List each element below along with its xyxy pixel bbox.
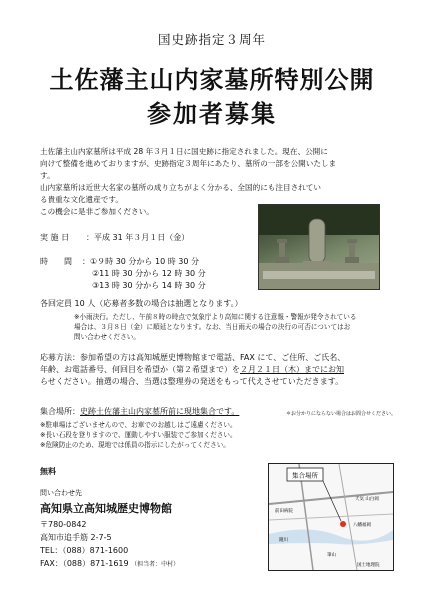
contact-org: 高知県立高知城歴史博物館 (40, 502, 172, 515)
event-date (40, 232, 189, 244)
map-graphic (269, 464, 393, 570)
time-slots (82, 256, 206, 292)
application-method (40, 352, 400, 388)
time-slot: ：①９時 30 分から 10 時 30 分 (82, 257, 199, 266)
map-label: 前田病院 (275, 509, 293, 514)
page-subtitle: 参加者募集 (147, 100, 277, 128)
time-label: 時 間 (40, 257, 72, 266)
map-label: 天気 山白岡 (355, 497, 379, 502)
fee: 無料 (40, 467, 56, 476)
weather-note (74, 312, 394, 342)
meeting-label: 集合場所： (40, 407, 80, 416)
map-label: 鏡川 (279, 538, 288, 543)
contact-details (40, 518, 179, 571)
map-meeting-label: 集合場所 (292, 471, 318, 480)
contact-label: 問い合わせ先 (40, 489, 82, 497)
fax-number: FAX：（088）871-1619 (40, 559, 129, 568)
intro-line: この機会に是非ご参加ください。 (40, 207, 154, 216)
tomb-photo (258, 204, 380, 290)
meeting-side-note: ＊お分かりにならない場合はお問合せください。 (286, 411, 397, 417)
time-slot: ③13 時 30 分から 14 時 30 分 (92, 281, 206, 290)
intro-line: 向けて整備を進めておりますが、史跡指定３周年にあたり、墓所の一部を公開いたしま (40, 159, 337, 168)
map-label: 国土地理院 (357, 563, 380, 568)
application-text: 年齢、お電話番号、何回目を希望か（第２希望まで）を (40, 365, 240, 374)
note-line: 場合は、３月８日（金）に順延となります。なお、当日雨天の場合の決行の可否についてはお (74, 323, 351, 331)
contact-postal: 〒780-0842 (40, 520, 87, 529)
meeting-place (40, 406, 239, 418)
map-label: 筆山 (327, 553, 336, 558)
note-line: 問い合わせください。 (74, 333, 140, 341)
note-line: ※危険防止のため、現地では係員の指示にしたがってください。 (40, 441, 230, 449)
intro-line: 土佐藩主山内家墓所は平成 28 年３月１日に国史跡に指定されました。現在、公開に (40, 147, 328, 156)
contact-person: （担当者：中村） (131, 561, 180, 568)
note-line: ※駐車場はございませんので、お車でのお越しはご遠慮ください。 (40, 421, 237, 429)
tomb-photo-graphic (259, 205, 379, 289)
note-line: ※小雨決行。ただし、午前８時の時点で気象庁より高知に関する注意報・警報が発令されている (74, 313, 357, 321)
contact-tel: TEL：（088）871-1600 (40, 546, 129, 555)
date-label: 実 施 日 (40, 233, 70, 242)
application-line (40, 364, 400, 376)
capacity: 各回定員 10 人（応募者多数の場合は抽選となります。） (40, 299, 243, 308)
contact-address: 高知市追手筋 2-7-5 (40, 533, 112, 542)
map-label: 八幡福岡 (353, 523, 371, 528)
access-map (268, 463, 394, 571)
meeting-place-text: 史跡土佐藩主山内家墓所前に現地集合です。 (80, 407, 240, 416)
application-line: 応募方法：参加希望の方は高知城歴史博物館まで電話、FAX にて、ご住所、ご氏名、 (40, 353, 346, 362)
intro-line: す。 (40, 171, 55, 180)
kicker: 国史跡指定３周年 (157, 32, 266, 47)
intro-line: る貴重な文化遺産です。 (40, 195, 123, 204)
application-line: らせください。抽選の場合、当選は整理券の発送をもって代えさせていただきます。 (40, 377, 344, 386)
intro-line: 山内家墓所は近世大名家の墓所の成り立ちがよく分かる、全国的にも注目されてい (40, 183, 321, 192)
page-title: 土佐藩主山内家墓所特別公開 (49, 66, 375, 94)
deadline: ２月２１日（木）までにお知 (240, 365, 344, 374)
note-line: ※長い石段を登りますので、運動しやすい服装でご参加ください。 (40, 431, 237, 439)
meeting-notes (40, 420, 400, 450)
contact-fax (40, 557, 179, 571)
event-time-label-row (40, 256, 86, 268)
time-slot: ②11 時 30 分から 12 時 30 分 (92, 269, 206, 278)
date-value: ：平成 31 年３月１日（金） (86, 233, 190, 242)
